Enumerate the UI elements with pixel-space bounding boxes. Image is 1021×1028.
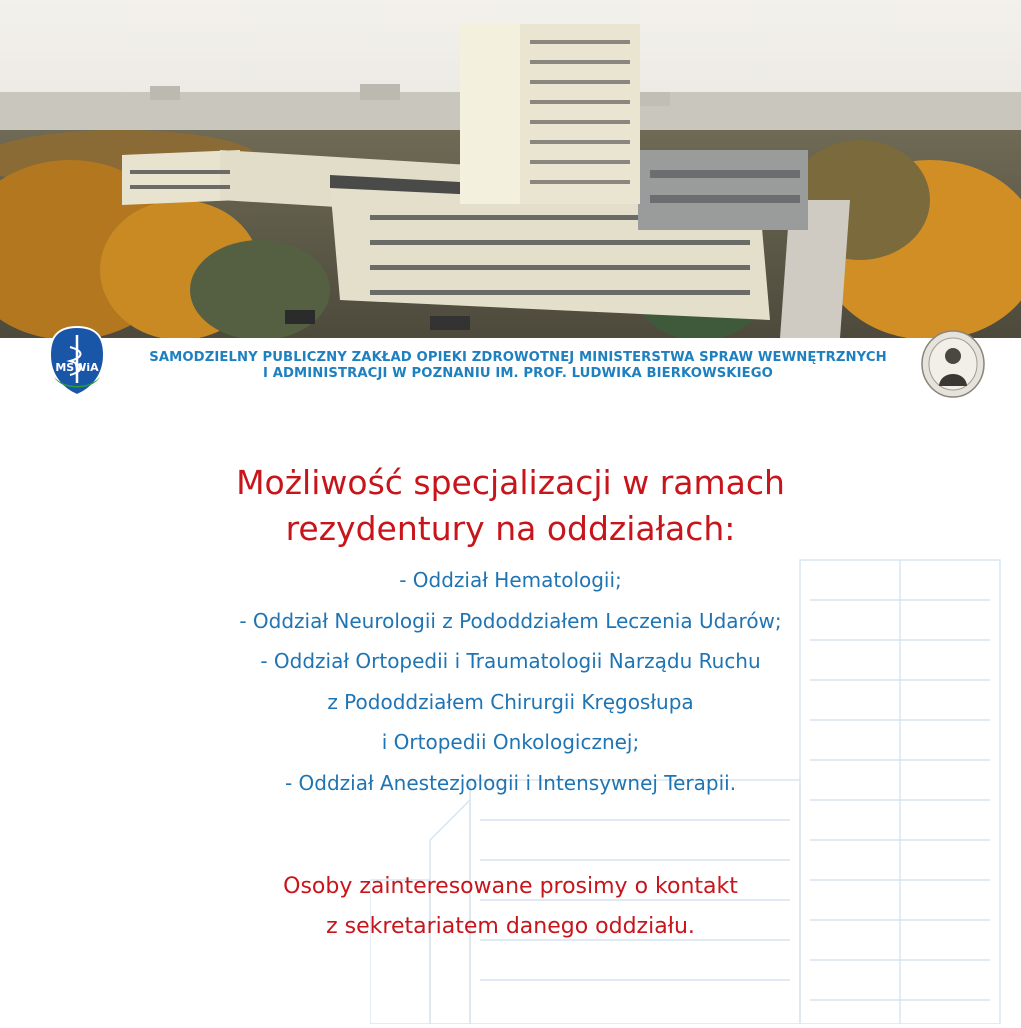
list-item: z Pododdziałem Chirurgii Kręgosłupa <box>327 689 694 714</box>
institution-line-2: I ADMINISTRACJI W POZNANIU IM. PROF. LUDWIKA BIERKOWSKIEGO <box>263 366 773 381</box>
list-item: - Oddział Ortopedii i Traumatologii Narządu Ruchu <box>260 649 761 673</box>
institution-name <box>112 350 924 382</box>
caduceus-logo-icon <box>48 325 106 397</box>
list-item: - Oddział Anestezjologii i Intensywnej Terapii. <box>284 770 737 795</box>
contact-line-2: z sekretariatem danego oddziału. <box>326 914 695 939</box>
contact-note <box>0 867 1021 947</box>
headline-line-2: rezydentury na oddziałach: <box>285 509 736 548</box>
portrait-medallion-icon <box>920 328 986 400</box>
mswia-logo <box>48 325 106 397</box>
contact-line-1: Osoby zainteresowane prosimy o kontakt <box>283 874 738 899</box>
headline <box>0 460 1021 552</box>
headline-line-1: Możliwość specjalizacji w ramach <box>236 463 785 502</box>
departments-list <box>0 560 1021 803</box>
logo-left-text: MSWiA <box>55 361 99 374</box>
patron-medallion-logo <box>920 328 986 400</box>
list-item: - Oddział Neurologii z Pododdziałem Leczenia Udarów; <box>239 608 782 633</box>
hospital-aerial-photo <box>0 0 1021 338</box>
list-item: i Ortopedii Onkologicznej; <box>381 730 640 754</box>
list-item: - Oddział Hematologii; <box>399 568 622 592</box>
institution-line-1: SAMODZIELNY PUBLICZNY ZAKŁAD OPIEKI ZDROWOTNEJ MINISTERSTWA SPRAW WEWNĘTRZNYCH <box>149 350 887 365</box>
